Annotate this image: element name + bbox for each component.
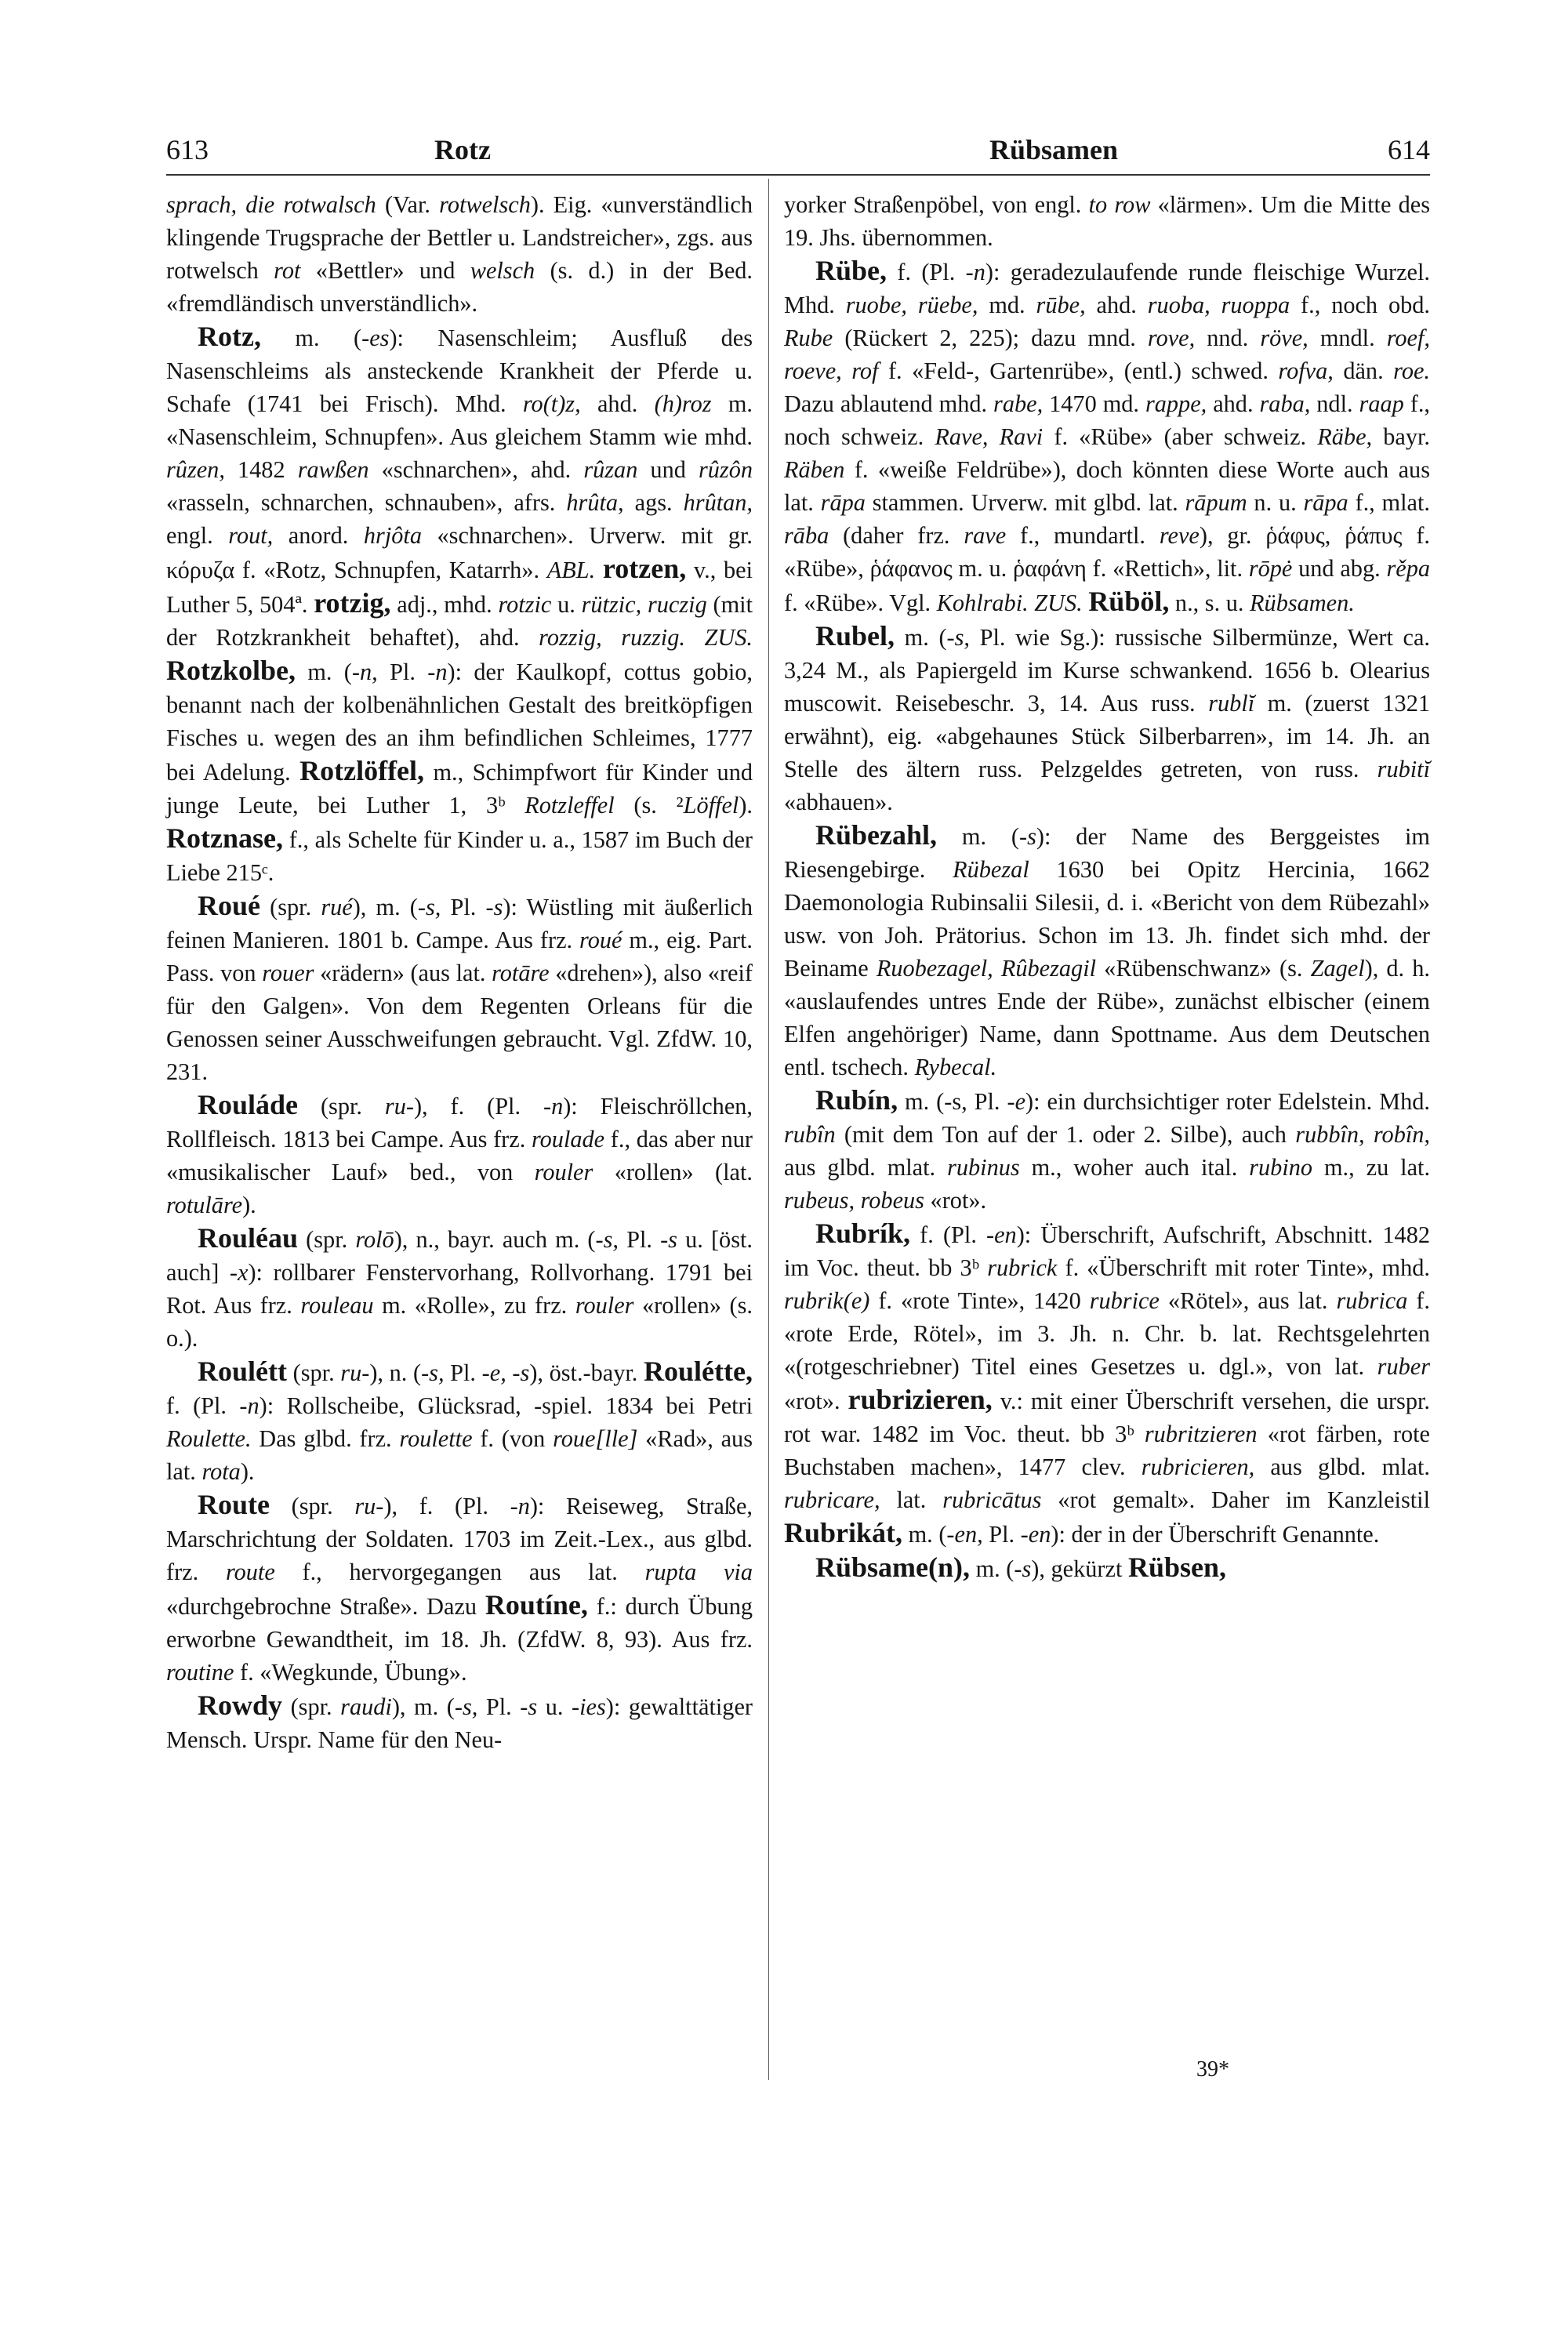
entry-text: ndl. [1310,390,1359,417]
entry-text: (mit der Rotzkrankheit behaftet), ahd. [166,591,753,651]
entry-text: m. (- [260,325,370,351]
italic-term: rotwelsch [439,191,531,218]
entry-text: (spr. [270,1493,355,1519]
entry-text: lat. [880,1486,943,1513]
italic-term: rubritzieren [1144,1421,1258,1447]
italic-term: rué [321,894,353,920]
italic-term: e, [489,1359,506,1386]
italic-term: reve [1159,522,1200,549]
italic-term: rubrik(e) [784,1287,870,1314]
entry-text: n. u. [1247,489,1304,516]
italic-term: rāba [784,522,829,549]
entry-text: f. «Rübe» (aber schweiz. [1043,423,1318,450]
entry-text: v., bei Luther 5, 504ª. [166,557,753,618]
entry-text: ahd. [580,390,655,417]
entry-text: 1470 md. [1043,390,1145,417]
entry-text: Pl. wie Sg.): russische Silbermünze, Wert ca. 3,24 M., als Papiergeld im Kurse schwankend. 1656 b. Olearius muscowit. Reisebeschr. 3, 14. Aus russ. [784,624,1430,717]
headword: Rubín, [815,1084,898,1116]
italic-term: ruobe, rüebe, [845,292,978,318]
headword: Rotzlöffel, [299,755,425,786]
italic-term: Roulette. [166,1425,252,1452]
italic-term: rubino [1249,1154,1313,1181]
italic-term: ruber [1377,1353,1430,1380]
entry-text: ): geradezulaufende runde fleischige Wurzel. Mhd. [784,259,1430,318]
italic-term: rāpa [820,489,866,516]
entry-text: «rot gemalt». Daher im Kanzleistil [1041,1486,1430,1513]
italic-term: rotulāre [166,1192,243,1218]
entry-text: «rasseln, schnarchen, schnauben», afrs. [166,489,567,516]
italic-term: raap [1359,390,1404,417]
entry-text [685,624,705,651]
italic-term: s, [462,1693,478,1720]
dictionary-entry [784,818,1430,1083]
italic-term: Rybecal. [914,1054,997,1080]
italic-term: Rube [784,325,833,351]
italic-term: to row [1088,191,1151,218]
entry-text: m. (- [895,624,955,651]
italic-term: raudi [340,1693,392,1720]
entry-text: «lärmen». Um die Mitte des 19. Jhs. übernommen. [784,191,1430,251]
entry-text: ): Reiseweg, Straße, Marschrichtung der Soldaten. 1703 im Zeit.-Lex., aus glbd. frz. [166,1493,753,1585]
entry-text: Pl. - [441,894,494,920]
italic-term: roulette [399,1425,473,1452]
entry-text: f. «Überschrift mit roter Tinte», mhd. [1057,1254,1430,1281]
entry-text: ). Eig. «unverständlich klingende Trugsprache der Bettler u. Landstreicher», zgs. aus rotwelsch [166,191,753,284]
headword: Rotzkolbe, [166,655,296,686]
dictionary-entry [166,1488,753,1689]
entry-text: «schnarchen». Urverw. mit gr. κόρυζα f. «Rotz, Schnupfen, Katarrh». [166,522,753,583]
italic-term: s, [954,624,971,651]
italic-term: es [369,325,390,351]
italic-term: s [493,894,503,920]
entry-text: (spr. [298,1226,356,1253]
italic-term: rout, [228,522,274,549]
italic-term: Zagel [1310,955,1365,982]
left-running-headword: Rotz [434,134,491,165]
entry-text: f. (von [472,1425,554,1452]
entry-text: ): Überschrift, Aufschrift, Abschnitt. 1482 im Voc. theut. bb 3ᵇ [784,1221,1430,1281]
entry-text: engl. [166,522,229,549]
entry-text: ): der Name des Berggeistes im Riesengebirge. [784,823,1430,883]
italic-term: en, [954,1521,983,1548]
italic-term: rubrice [1089,1287,1160,1314]
entry-text: m. (- [902,1521,955,1548]
italic-term: welsch [470,257,535,284]
italic-term: roué [579,927,622,953]
entry-text: f. «Feld-, Gartenrübe», (entl.) schwed. [878,358,1279,384]
entry-text: ), gr. ῥάφυς, ῥάπυς f. «Rübe», ῥάφανος m. u. ῥαφάνη f. «Rettich», lit. [784,522,1430,582]
entry-text [595,557,603,583]
entry-text: Pl. - [377,659,436,685]
entry-text: m. (- [296,659,360,685]
italic-term: rouer [262,960,314,986]
entry-text: u. [551,591,582,618]
italic-term: ro(t)z, [522,390,581,417]
italic-term: rubricātus [942,1486,1042,1513]
dictionary-entry [784,1551,1430,1585]
italic-term: ruoba, ruoppa [1147,292,1290,318]
entry-text: anord. [273,522,364,549]
entry-text: mndl. [1308,325,1387,351]
entry-text: ahd. [1085,292,1148,318]
right-column [784,188,1430,1585]
entry-text: ). [739,792,753,818]
headword: rotzen, [602,553,687,584]
italic-term: en [1028,1521,1051,1548]
entry-text: (spr. [298,1093,385,1120]
entry-text: f. «Wegkunde, Übung». [234,1659,467,1686]
right-page-number: 614 [1388,134,1430,165]
entry-continuation [166,188,753,320]
italic-term: rota [201,1458,241,1485]
headword: Rübe, [815,255,887,286]
italic-term: rublĭ [1208,690,1255,717]
entry-text: Pl. - [982,1521,1029,1548]
entry-text: (spr. [260,894,321,920]
headword: rotzig, [314,587,391,619]
italic-term: rubrick [987,1254,1058,1281]
headword: Rübsame(n), [815,1552,971,1583]
italic-term: s, [425,894,441,920]
italic-term: Räben [784,456,845,483]
entry-text: ). [242,1192,256,1218]
dictionary-entry [166,1088,753,1221]
entry-text: aus glbd. mlat. [1254,1454,1430,1480]
headword: Roulétte, [644,1356,753,1387]
entry-text: «rollen» (lat. [593,1159,753,1185]
headword: Rouláde [198,1089,299,1120]
entry-text: aus glbd. mlat. [784,1154,948,1181]
italic-term: rouleau [300,1292,374,1319]
signature-mark: 39* [1196,2057,1229,2082]
headword: Rübezahl, [815,819,938,851]
entry-text: (s. ² [614,792,684,818]
entry-text: md. [978,292,1036,318]
entry-text: Dazu ablautend mhd. [784,390,994,417]
headword: Rubel, [815,620,895,652]
italic-term: s, [603,1226,619,1253]
entry-text: (Rückert 2, 225); dazu mnd. [833,325,1148,351]
headword: Roué [198,890,260,921]
italic-term: rotzic [498,591,552,618]
entry-text: (daher frz. [829,522,964,549]
entry-text: «Rad», aus lat. [166,1425,753,1485]
entry-text: n., s. u. [1169,590,1250,616]
entry-text: u. - [537,1693,580,1720]
entry-text: «Rübenschwanz» (s. [1096,955,1311,982]
entry-text: m., woher auch ital. [1019,1154,1250,1181]
headword: Rouléau [198,1222,299,1254]
entry-text: 1482 [224,456,298,483]
entry-text: f., mundartl. [1006,522,1160,549]
entry-text: m., Schimpfwort für Kinder und junge Leute, bei Luther 1, 3ᵇ [166,759,753,818]
headword: Rübsen, [1127,1552,1227,1583]
italic-term: en [994,1221,1017,1248]
italic-term: rubeus, robeus [784,1187,924,1214]
entry-text: «durchgebrochne Straße». Dazu [166,1593,485,1620]
italic-term: rubbîn, robîn, [1295,1121,1430,1148]
headword: Rotznase, [166,822,283,854]
italic-term: rabe, [993,390,1044,417]
entry-text: dän. [1333,358,1394,384]
entry-text: f., noch schweiz. [784,390,1431,450]
entry-text: f., noch obd. [1290,292,1431,318]
entry-text: f., mlat. [1348,489,1430,516]
italic-term: rouler [575,1292,634,1319]
header-rule [166,174,1430,176]
dictionary-entry [784,1083,1430,1217]
entry-text: (spr. [282,1693,341,1720]
entry-text: «schnarchen», ahd. [368,456,584,483]
headword: rubrizieren, [848,1384,993,1415]
dictionary-entry [784,619,1430,818]
italic-term: rōpė [1248,555,1293,582]
italic-term: s [520,1359,530,1386]
entry-text: «Bettler» und [300,257,470,284]
entry-text: ): gewalttätiger Mensch. Urspr. Name für den Neu- [166,1693,753,1753]
entry-text: ), f. (Pl. - [413,1093,552,1120]
entry-text: «rollen» (s. o.). [166,1292,753,1352]
entry-text: «rot». [924,1187,987,1214]
entry-text: Pl. - [477,1693,528,1720]
italic-term: Rübezal [953,856,1029,883]
entry-text: m. (- [937,823,1028,850]
entry-text: m. (-s, Pl. - [898,1088,1015,1115]
entry-text: Das glbd. frz. [251,1425,400,1452]
entry-text: «rot». [784,1388,848,1414]
entry-text: f., hervorgegangen aus lat. [274,1559,645,1585]
italic-term: Ruobezagel, Rûbezagil [876,955,1097,982]
entry-text: bayr. [1372,423,1431,450]
italic-term: hrûtan, [683,489,753,516]
entry-text: m. «Rolle», zu frz. [373,1292,575,1319]
entry-text: «drehen»), also «reif für den Galgen». Von dem Regenten Orleans für die Genossen seiner Ausschweifungen gebraucht. Vgl. ZfdW. 10, 231. [166,960,753,1085]
italic-term: Löffel [683,792,739,818]
entry-text: und [637,456,699,483]
entry-text: 1630 bei Opitz Hercinia, 1662 Daemonologia Rubinsalii Silesii, d. i. «Bericht von dem Rübezahl» usw. von Joh. Prätorius. Schon im 13. Jh. findet sich mhd. der Beiname [784,856,1431,982]
italic-term: routine [166,1659,234,1686]
italic-term: rûzen, [166,456,225,483]
entry-text: (s. d.) in der Bed. «fremdländisch unverständlich». [166,257,753,317]
italic-term: ies [579,1693,606,1720]
entry-text: ), d. h. «auslaufendes untres Ende der Rübe», zunächst elbischer (einem Elfen angehöriger) Name, dann Spottname. Aus dem Deutschen entl. tschech. [784,955,1430,1080]
italic-term: rubricare, [784,1486,880,1513]
entry-text: f., das aber nur «musikalischer Lauf» bed., von [166,1126,753,1185]
entry-text: - [506,1359,521,1386]
headword: Roulétt [198,1356,287,1387]
entry-text: v.: mit einer Überschrift versehen, die urspr. rot war. 1482 im Voc. theut. bb 3ᵇ [784,1388,1430,1447]
italic-term: x [237,1259,249,1286]
headword: Rubrikát, [784,1517,903,1548]
entry-text: f. «weiße Feldrübe»), doch könnten diese Worte auch aus lat. [784,456,1430,516]
entry-text: f. «rote Erde, Rötel», im 3. Jh. n. Chr. b. lat. Rechtsgelehrten «(rotgeschriebner) Titel eines Gesetzes u. dgl.», von lat. [784,1287,1430,1380]
entry-text: ): Fleischröllchen, Rollfleisch. 1813 bei Campe. Aus frz. [166,1093,753,1152]
headword: Rotz, [198,321,261,352]
italic-term: ru- [384,1093,414,1120]
italic-term: s [1022,1555,1032,1582]
entry-text: und abg. [1292,555,1387,582]
entry-text: f., als Schelte für Kinder u. a., 1587 im Buch der Liebe 215ᶜ. [166,826,753,886]
italic-term: Rotzleffel [524,792,615,818]
entry-text: ): Wüstling mit äußerlich feinen Manieren. 1801 b. Campe. Aus frz. [166,894,753,953]
italic-term: sprach, die rotwalsch [166,191,376,218]
italic-term: hrûta, [566,489,624,516]
italic-term: raba, [1259,390,1311,417]
entry-text: ): rollbarer Fenstervorhang, Rollvorhang. 1791 bei Rot. Aus frz. [166,1259,753,1319]
right-running-headword: Rübsamen [989,134,1119,165]
italic-term: rubitĭ [1377,756,1430,782]
italic-term: s [528,1693,538,1720]
italic-term: rappe, [1145,390,1207,417]
entry-text: «abhauen». [784,789,893,815]
italic-term: ABL. [546,557,596,583]
italic-term: Rübsamen. [1250,590,1355,616]
entry-text: «rädern» (aus lat. [314,960,492,986]
headword: Rüböl, [1088,586,1170,617]
italic-term: rubrica [1336,1287,1408,1314]
entry-text: ). [240,1458,255,1485]
italic-term: rupta via [644,1559,753,1585]
entry-text: ), n., bayr. auch m. (- [394,1226,604,1253]
italic-term: Räbe, [1317,423,1373,450]
entry-text: m. (zuerst 1321 erwähnt), eig. «abgehaunes Stück Silberbarren», im 14. Jh. an Stelle des ältern russ. Pelzgeldes getreten, von russ. [784,690,1430,782]
italic-term: ru- [354,1493,384,1519]
entry-continuation [784,188,1430,254]
entry-text: f. (Pl. - [887,259,974,285]
dictionary-entry [166,889,753,1088]
italic-term: rūbe, [1036,292,1086,318]
italic-term: rot [274,257,301,284]
italic-term: rützic, ruczig [581,591,707,618]
entry-text: (mit dem Ton auf der 1. oder 2. Silbe), auch [835,1121,1296,1148]
italic-term: (h)roz [654,390,712,417]
italic-term: rubricieren, [1141,1454,1255,1480]
entry-text: ), m. (- [391,1693,463,1720]
entry-text: adj., mhd. [390,591,499,618]
italic-term: Kohlrabi. [936,590,1029,616]
entry-text: ): der Kaulkopf, cottus gobio, benannt nach der kolbenähnlichen Gestalt des breitköpfigen Fisches u. wegen des an ihm befindlichen Schleimes, 1777 bei Adelung. [166,659,753,786]
italic-term: rouler [534,1159,593,1185]
italic-term: ZUS. [704,624,753,651]
entry-text: ahd. [1207,390,1260,417]
italic-term: n [435,659,448,685]
italic-term: rěpa [1386,555,1430,582]
italic-term: ru- [340,1359,370,1386]
italic-term: rotāre [492,960,550,986]
dictionary-entry [166,1689,753,1756]
column-divider [768,179,769,2080]
headword: Routíne, [485,1589,588,1621]
italic-term: rolō [355,1226,394,1253]
running-header [166,127,1430,171]
italic-term: rozzig, ruzzig. [539,624,685,651]
entry-text: ), öst.-bayr. [529,1359,644,1386]
entry-text: Pl. - [618,1226,669,1253]
italic-term: rûzan [583,456,638,483]
italic-term: n [247,1392,260,1419]
entry-text: f. (Pl. - [910,1221,995,1248]
italic-term: hrjôta [363,522,422,549]
entry-text: ), f. (Pl. - [383,1493,518,1519]
italic-term: roulade [531,1126,605,1152]
entry-text: m. «Nasenschleim, Schnupfen». Aus gleichem Stamm wie mhd. [166,390,753,450]
entry-text: ), gekürzt [1031,1555,1128,1582]
italic-term: s [668,1226,677,1253]
entry-text: Pl. - [444,1359,490,1386]
italic-term: Rave, Ravi [935,423,1044,450]
entry-text: m., eig. Part. Pass. von [166,927,753,986]
entry-text: ): ein durchsichtiger roter Edelstein. Mhd. [1025,1088,1430,1115]
entry-text: (Var. [376,191,440,218]
italic-term: rubinus [947,1154,1020,1181]
italic-term: rawßen [297,456,369,483]
headword: Route [198,1489,270,1520]
entry-text: stammen. Urverw. mit glbd. lat. [865,489,1185,516]
italic-term: roue[lle] [553,1425,638,1452]
entry-text: m., zu lat. [1312,1154,1431,1181]
entry-text: «Rötel», aus lat. [1159,1287,1337,1314]
entry-text: f. «Rübe». Vgl. [784,590,937,616]
dictionary-entry [784,254,1430,619]
entry-text: (spr. [286,1359,341,1386]
entry-text: ): Nasenschleim; Ausfluß des Nasenschleims als ansteckende Krankheit der Pferde u. Schafe (1741 bei Frisch). Mhd. [166,325,753,417]
entry-text: ), n. (- [369,1359,430,1386]
italic-term: n [517,1493,530,1519]
entry-text: ags. [623,489,684,516]
entry-text: u. [öst. auch] - [166,1226,753,1286]
entry-text: f. «rote Tinte», 1420 [869,1287,1090,1314]
italic-term: s [1027,823,1036,850]
headword: Rowdy [198,1690,283,1721]
entry-text: «rot färben, rote Buchstaben machen», 1477 clev. [784,1421,1430,1480]
italic-term: rave [964,522,1007,549]
dictionary-entry [166,1221,753,1355]
italic-term: roe. [1393,358,1430,384]
dictionary-entry [166,320,753,889]
italic-term: ZUS. [1034,590,1083,616]
left-page-number: 613 [166,134,209,165]
italic-term: roef, roeve, rof [784,325,1430,384]
italic-term: route [225,1559,275,1585]
dictionary-entry [166,1355,753,1488]
entry-text: f. (Pl. - [166,1392,248,1419]
italic-term: n [551,1093,564,1120]
italic-term: rove, [1147,325,1196,351]
italic-term: rûzôn [698,456,753,483]
italic-term: n [973,259,985,285]
entry-text: nnd. [1195,325,1261,351]
dictionary-entry [784,1217,1430,1551]
entry-text: ), m. (- [352,894,426,920]
entry-text: ): der in der Überschrift Genannte. [1051,1521,1380,1548]
italic-term: rubîn [784,1121,836,1148]
left-column [166,188,753,1756]
italic-term: s, [429,1359,445,1386]
entry-text: f.: durch Übung erworbne Gewandtheit, im 18. Jh. (ZfdW. 8, 93). Aus frz. [166,1593,753,1653]
italic-term: e [1014,1088,1026,1115]
headword: Rubrík, [815,1218,911,1249]
entry-text: ): Rollscheibe, Glücksrad, -spiel. 1834 bei Petri [259,1392,753,1419]
entry-text: yorker Straßenpöbel, von engl. [784,191,1089,218]
italic-term: n, [360,659,378,685]
italic-term: rofva, [1278,358,1334,384]
italic-term: rāpa [1303,489,1348,516]
entry-text: m. (- [970,1555,1022,1582]
italic-term: rāpum [1185,489,1247,516]
italic-term: röve, [1260,325,1308,351]
